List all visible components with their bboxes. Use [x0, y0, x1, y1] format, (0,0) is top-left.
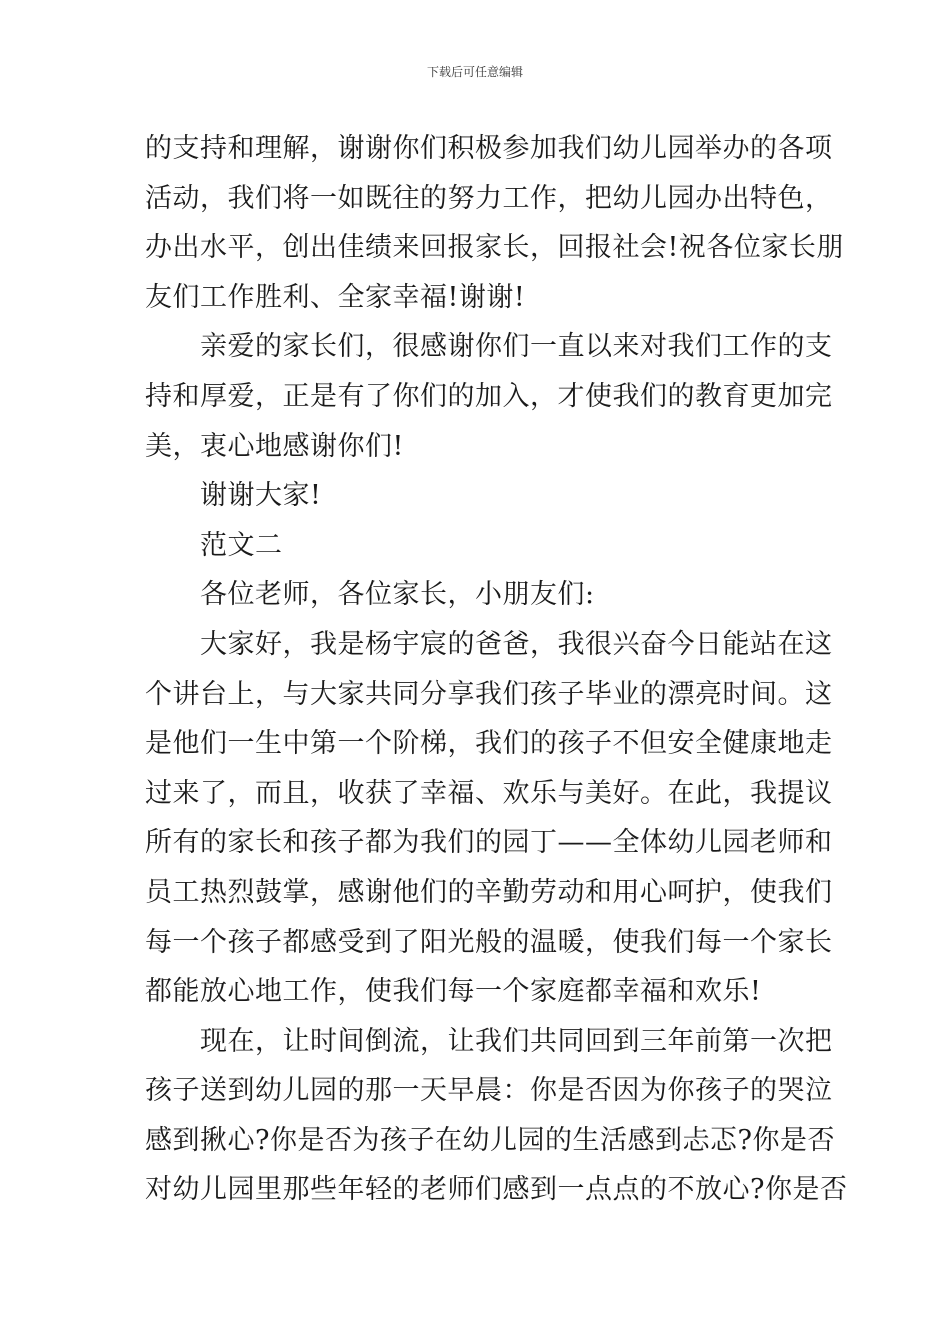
text-line: 都能放心地工作，使我们每一个家庭都幸福和欢乐! [145, 976, 762, 1008]
text-line: 持和厚爱，正是有了你们的加入，才使我们的教育更加完 [145, 380, 833, 412]
text-line: 美，衷心地感谢你们! [145, 430, 404, 462]
text-line: 活动，我们将一如既往的努力工作，把幼儿园办出特色， [145, 182, 833, 214]
text-line: 过来了，而且，收获了幸福、欢乐与美好。在此，我提议 [145, 777, 833, 809]
text-line: 所有的家长和孩子都为我们的园丁——全体幼儿园老师和 [145, 827, 833, 859]
section-heading-sample-two [145, 521, 815, 571]
text-line: 亲爱的家长们，很感谢你们一直以来对我们工作的支 [200, 331, 833, 363]
text-line: 是他们一生中第一个阶梯，我们的孩子不但安全健康地走 [145, 728, 833, 760]
text-line: 感到揪心?你是否为孩子在幼儿园的生活感到忐忑?你是否 [145, 1124, 835, 1156]
paragraph-dear-parents [145, 322, 833, 471]
text-line: 办出水平，创出佳绩来回报家长，回报社会!祝各位家长朋 [145, 232, 844, 264]
page-header: 下载后可任意编辑 [426, 65, 523, 79]
text-line: 范文二 [200, 529, 283, 561]
text-line: 每一个孩子都感受到了阳光般的温暖，使我们每一个家长 [145, 926, 833, 958]
paragraph-thanks-all [145, 471, 815, 521]
text-line: 大家好，我是杨宇宸的爸爸，我很兴奋今日能站在这 [200, 628, 833, 660]
text-line: 现在，让时间倒流，让我们共同回到三年前第一次把 [200, 1025, 833, 1057]
text-line: 孩子送到幼儿园的那一天早晨：你是否因为你孩子的哭泣 [145, 1075, 833, 1107]
text-line: 个讲台上，与大家共同分享我们孩子毕业的漂亮时间。这 [145, 678, 833, 710]
text-line: 员工热烈鼓掌，感谢他们的辛勤劳动和用心呵护，使我们 [145, 876, 833, 908]
text-line: 友们工作胜利、全家幸福!谢谢! [145, 281, 526, 313]
paragraph-introduction [145, 620, 833, 1017]
paragraph-salutation [145, 570, 815, 620]
text-line: 对幼儿园里那些年轻的老师们感到一点点的不放心?你是否 [145, 1174, 848, 1206]
document-body [145, 124, 848, 1215]
paragraph-closing-thanks [145, 124, 844, 322]
paragraph-memories [145, 1017, 848, 1215]
text-line: 各位老师，各位家长，小朋友们: [200, 579, 595, 611]
text-line: 谢谢大家! [200, 480, 322, 512]
text-line: 的支持和理解，谢谢你们积极参加我们幼儿园举办的各项 [145, 133, 833, 164]
